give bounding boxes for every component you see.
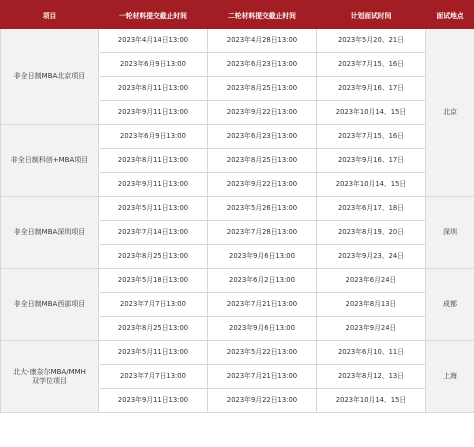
round1-deadline-cell: 2023年5月18日13:00 bbox=[99, 269, 208, 293]
project-name-line: 非全日制MBA西部项目 bbox=[13, 300, 86, 308]
round1-deadline-cell: 2023年7月14日13:00 bbox=[99, 221, 208, 245]
table-row bbox=[1, 341, 474, 365]
interview-date-cell: 2023年6月10、11日 bbox=[317, 341, 426, 365]
round1-deadline-cell: 2023年9月11日13:00 bbox=[99, 389, 208, 413]
interview-date-cell: 2023年9月24日 bbox=[317, 317, 426, 341]
table-row bbox=[1, 197, 474, 221]
table-body bbox=[1, 29, 474, 413]
location-cell: 北京 bbox=[426, 29, 474, 197]
round2-deadline-cell: 2023年7月21日13:00 bbox=[208, 293, 317, 317]
interview-date-cell: 2023年9月16、17日 bbox=[317, 149, 426, 173]
round2-deadline-cell: 2023年9月6日13:00 bbox=[208, 245, 317, 269]
interview-date-cell: 2023年5月20、21日 bbox=[317, 29, 426, 53]
round1-deadline-cell: 2023年5月11日13:00 bbox=[99, 341, 208, 365]
round1-deadline-cell: 2023年5月11日13:00 bbox=[99, 197, 208, 221]
round2-deadline-cell: 2023年5月26日13:00 bbox=[208, 197, 317, 221]
header-project: 项目 bbox=[1, 1, 99, 29]
header-round2-deadline: 二轮材料提交截止时间 bbox=[208, 1, 317, 29]
interview-date-cell: 2023年10月14、15日 bbox=[317, 389, 426, 413]
round2-deadline-cell: 2023年6月2日13:00 bbox=[208, 269, 317, 293]
round1-deadline-cell: 2023年9月11日13:00 bbox=[99, 173, 208, 197]
interview-date-cell: 2023年9月23、24日 bbox=[317, 245, 426, 269]
round1-deadline-cell: 2023年8月25日13:00 bbox=[99, 317, 208, 341]
round2-deadline-cell: 2023年9月22日13:00 bbox=[208, 173, 317, 197]
project-name-cell bbox=[1, 341, 99, 413]
location-cell: 成都 bbox=[426, 269, 474, 341]
round2-deadline-cell: 2023年8月25日13:00 bbox=[208, 77, 317, 101]
round1-deadline-cell: 2023年8月11日13:00 bbox=[99, 77, 208, 101]
round1-deadline-cell: 2023年7月7日13:00 bbox=[99, 293, 208, 317]
project-name-line: 双学位项目 bbox=[32, 376, 67, 385]
round1-deadline-cell: 2023年8月11日13:00 bbox=[99, 149, 208, 173]
round2-deadline-cell: 2023年6月23日13:00 bbox=[208, 125, 317, 149]
table-header-row bbox=[1, 1, 474, 29]
table-row bbox=[1, 269, 474, 293]
interview-date-cell: 2023年8月13日 bbox=[317, 293, 426, 317]
location-cell: 深圳 bbox=[426, 197, 474, 269]
round2-deadline-cell: 2023年8月25日13:00 bbox=[208, 149, 317, 173]
project-name-cell bbox=[1, 197, 99, 269]
round1-deadline-cell: 2023年8月25日13:00 bbox=[99, 245, 208, 269]
header-location: 面试地点 bbox=[426, 1, 474, 29]
interview-date-cell: 2023年6月24日 bbox=[317, 269, 426, 293]
project-name-line: 非全日制MBA深圳项目 bbox=[13, 228, 86, 236]
table-row bbox=[1, 29, 474, 53]
round2-deadline-cell: 2023年7月28日13:00 bbox=[208, 221, 317, 245]
header-round1-deadline: 一轮材料提交截止时间 bbox=[99, 1, 208, 29]
table-row bbox=[1, 125, 474, 149]
project-name-line: 北大-康奈尔MBA/MMH bbox=[13, 367, 86, 376]
header-interview-date: 计划面试时间 bbox=[317, 1, 426, 29]
round2-deadline-cell: 2023年9月6日13:00 bbox=[208, 317, 317, 341]
round2-deadline-cell: 2023年7月21日13:00 bbox=[208, 365, 317, 389]
interview-date-cell: 2023年8月19、20日 bbox=[317, 221, 426, 245]
interview-date-cell: 2023年8月12、13日 bbox=[317, 365, 426, 389]
round2-deadline-cell: 2023年9月22日13:00 bbox=[208, 101, 317, 125]
location-cell: 上海 bbox=[426, 341, 474, 413]
round1-deadline-cell: 2023年4月14日13:00 bbox=[99, 29, 208, 53]
interview-date-cell: 2023年10月14、15日 bbox=[317, 173, 426, 197]
round2-deadline-cell: 2023年4月28日13:00 bbox=[208, 29, 317, 53]
project-name-cell bbox=[1, 269, 99, 341]
round1-deadline-cell: 2023年7月7日13:00 bbox=[99, 365, 208, 389]
project-name-cell bbox=[1, 29, 99, 125]
interview-date-cell: 2023年10月14、15日 bbox=[317, 101, 426, 125]
interview-date-cell: 2023年6月17、18日 bbox=[317, 197, 426, 221]
round2-deadline-cell: 2023年9月22日13:00 bbox=[208, 389, 317, 413]
interview-date-cell: 2023年9月16、17日 bbox=[317, 77, 426, 101]
round2-deadline-cell: 2023年6月23日13:00 bbox=[208, 53, 317, 77]
project-name-line: 非全日制MBA北京项目 bbox=[13, 72, 86, 80]
round1-deadline-cell: 2023年6月9日13:00 bbox=[99, 53, 208, 77]
project-name-line: 非全日制科创+MBA项目 bbox=[10, 156, 89, 164]
project-name-cell bbox=[1, 125, 99, 197]
round2-deadline-cell: 2023年5月22日13:00 bbox=[208, 341, 317, 365]
interview-date-cell: 2023年7月15、16日 bbox=[317, 53, 426, 77]
round1-deadline-cell: 2023年6月9日13:00 bbox=[99, 125, 208, 149]
round1-deadline-cell: 2023年9月11日13:00 bbox=[99, 101, 208, 125]
interview-date-cell: 2023年7月15、16日 bbox=[317, 125, 426, 149]
